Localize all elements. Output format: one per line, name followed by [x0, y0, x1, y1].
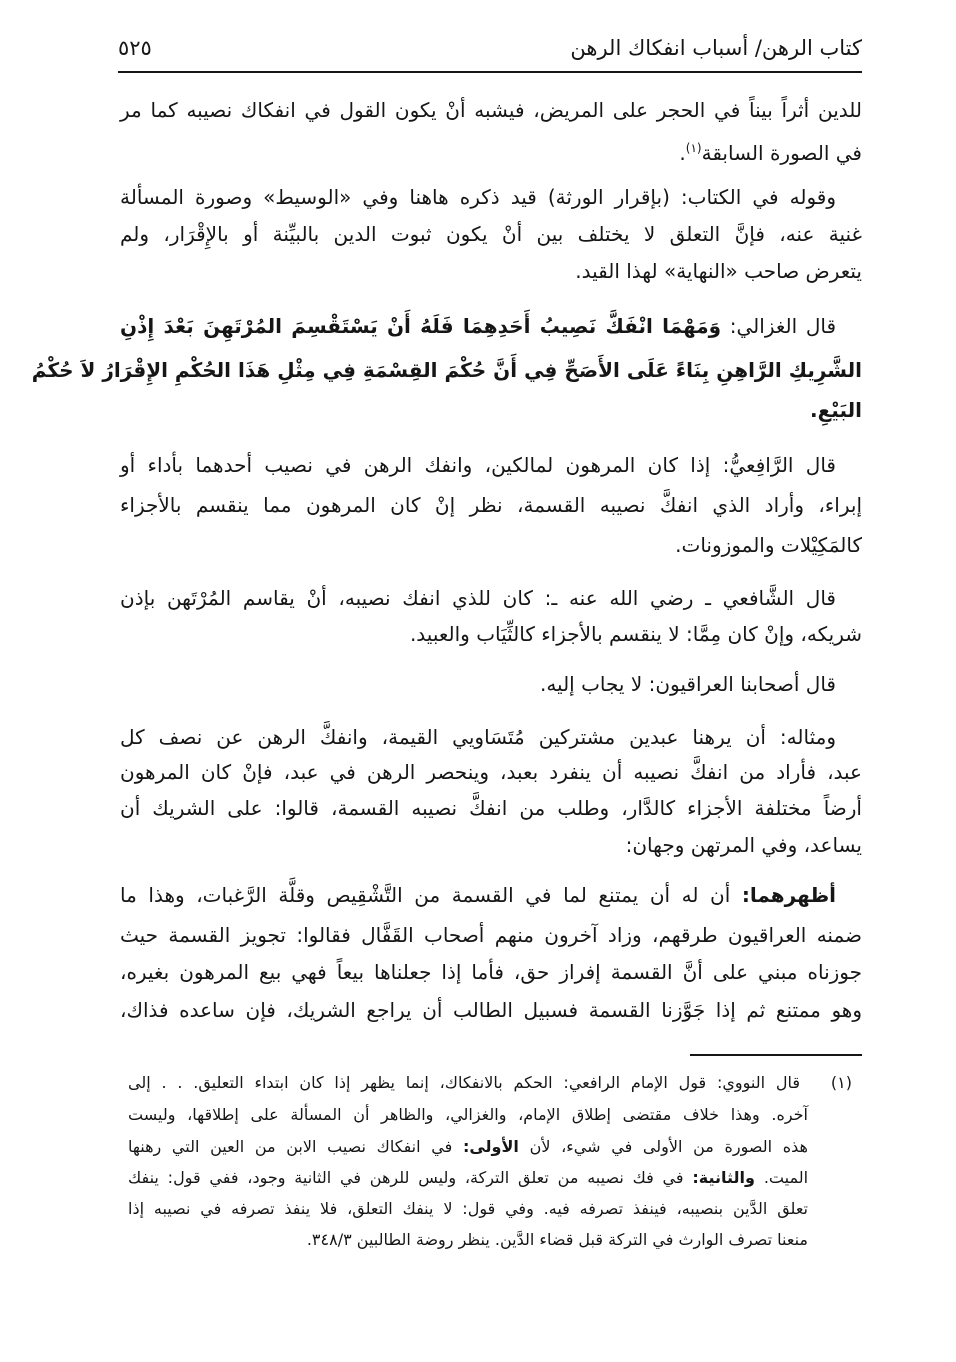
- footnote-reference: (١): [685, 141, 702, 155]
- text-line: عبد، فأراد من انفكَّ نصيبه أن ينفرد بعبد، وينحصر الرهن في عبد، فإنْ كان المرهون: [120, 760, 862, 784]
- text-line: أرضاً مختلفة الأجزاء كالدَّار، وطلب من انفكَّ نصيبه القسمة، قالوا: على الشريك أن: [120, 796, 862, 820]
- text-line: شريكه، وإنْ كان مِمَّا: لا ينقسم بالأجزاء كالثِّيَاب والعبيد.: [409, 622, 862, 646]
- footnote-marker: (١): [830, 1073, 852, 1092]
- text-line: ومثاله: أن يرهنا عبدين مشتركين مُتَسَاويي القيمة، وانفكَّ الرهن عن نصف كل: [120, 725, 836, 749]
- footnote-rule: [690, 1054, 862, 1056]
- text-line: قال أصحابنا العراقيون: لا يجاب إليه.: [539, 672, 836, 696]
- page-number: ٥٢٥: [118, 36, 152, 60]
- text-line: وقوله في الكتاب: (بإقرار الورثة) قيد ذكره هاهنا وفي «الوسيط» وصورة المسألة: [120, 185, 836, 209]
- bold-term: الأولى:: [462, 1137, 519, 1156]
- text-line: يساعد، وفي المرتهن وجهان:: [625, 833, 862, 857]
- text-segment: أن له أن يمتنع لما في القسمة من التَّشْقِيص وقلَّة الرَّغبات، وهذا ما: [120, 883, 731, 907]
- quoted-text: وَمَهْمَا انْفَكَّ نَصِيبُ أَحَدِهِمَا فَلَهُ أَنْ يَسْتَقْسِمَ المُرْتَهِنَ بَعْدَ إِذْنِ: [120, 314, 722, 338]
- running-title: كتاب الرهن/ أسباب انفكاك الرهن: [570, 36, 862, 60]
- header-rule: [118, 71, 862, 73]
- text-segment: في انفكاك نصيب الابن من العين التي رهنها: [128, 1137, 453, 1156]
- text-line: [120, 309, 862, 343]
- text-line: الشَّرِيكِ الرَّاهِنِ بِنَاءً عَلَى الأَصَحِّ فِي أَنَّ حُكْمَ القِسْمَةِ فِي مِثْلِ هَذَا الحُكْمِ الإِقْرَارُ لاَ حُكْمُ: [31, 358, 862, 382]
- bold-term: والثانية:: [692, 1168, 755, 1187]
- text-line: البَيْعِ.: [810, 398, 862, 422]
- text-line: إبراء، وأراد الذي انفكَّ نصيبه القسمة، نظر إنْ كان المرهون مما ينقسم بالأجزاء: [120, 493, 862, 517]
- text-line: قال الرَّافِعيُّ: إذا كان المرهون لمالكين، وانفك الرهن في نصيب أحدهما بأداء أو: [120, 453, 836, 477]
- text-line: [120, 878, 862, 912]
- text-line: للدين أثراً بيناً في الحجر على المريض، فيشبه أنْ يكون القول في انفكاك نصيبه كما مر: [120, 98, 862, 122]
- footnote-line: [128, 1133, 808, 1161]
- footnote-line: آخره. وهذا خلاف مقتضى إطلاق الإمام، والغزالي، والظاهر أن المسألة على إطلاقها، وليست: [128, 1105, 808, 1124]
- text-line: غنية عنه، فإنَّ التعلق لا يختلف بين أنْ يكون ثبوت الدين بالبيِّنة أو بالإِقْرَار، ولم: [120, 222, 862, 246]
- text-line: يتعرض صاحب «النهاية» لهذا القيد.: [575, 259, 862, 283]
- footnote-line: قال النووي: قول الإمام الرافعي: الحكم بالانفكاك، إنما يظهر إذا كان ابتداء التعليق. . . إلى: [128, 1073, 800, 1092]
- lead-label: أظهرهما:: [741, 883, 837, 907]
- text-segment: هذه الصورة من الأولى في شيء، لأن: [529, 1137, 808, 1156]
- footnote-line: منعنا تصرف الوارث في التركة قبل قضاء الدَّين. ينظر روضة الطالبين ٣٤٨/٣.: [306, 1230, 808, 1249]
- text-segment: .: [679, 141, 686, 165]
- text-line: كالمَكِيْلات والموزونات.: [675, 533, 862, 557]
- footnote-line: [128, 1164, 808, 1192]
- text-line: ضمنه العراقيون طرقهم، وزاد آخرون منهم أصحاب القَفَّال فقالوا: تجويز القسمة حيث: [120, 923, 862, 947]
- text-segment: في فك نصيبه من تعلق التركة، وليس للرهن في الثانية وجود، ففي قول: ينفك: [128, 1168, 684, 1187]
- text-segment: الميت.: [763, 1168, 809, 1187]
- text-line: قال الشَّافعي ـ رضي الله عنه ـ: كان للذي انفك نصيبه، أنْ يقاسم المُرْتَهن بإذن: [120, 586, 836, 610]
- text-segment: في الصورة السابقة: [701, 141, 862, 165]
- footnote-line: تعلق الدَّين بنصيبه، فينفذ تصرفه فيه. وفي قول: لا ينفك التعلق، فلا ينفذ تصرفه في نصيبه إذا: [128, 1199, 808, 1218]
- text-line: جوزناه مبني على أنَّ القسمة إفراز حق، فأما إذا جعلناها بيعاً فهي بيع المرهون بغيره،: [120, 960, 862, 984]
- text-line: [120, 131, 862, 165]
- speaker-label: قال الغزالي:: [729, 314, 837, 338]
- text-line: وهو ممتنع ثم إذا جَوَّزنا القسمة فسبيل الطالب أن يراجع الشريك، فإن ساعده فذاك،: [120, 998, 862, 1022]
